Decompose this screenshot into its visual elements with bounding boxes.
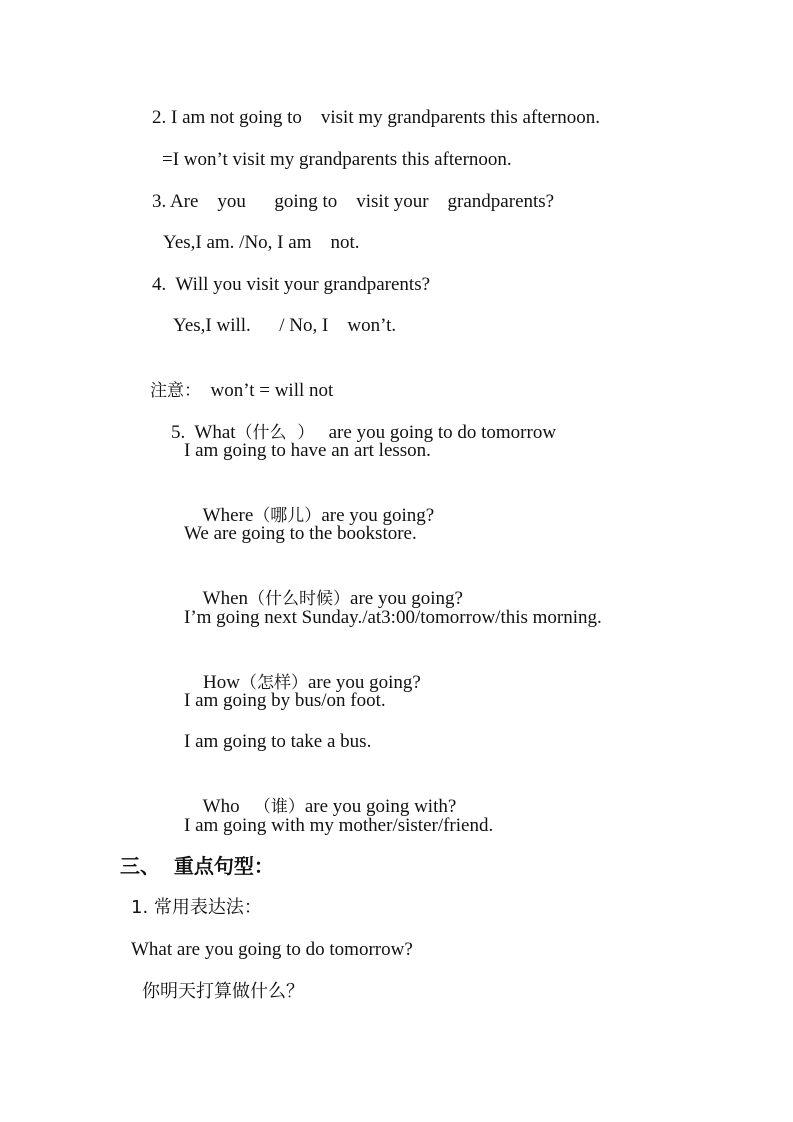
answer-take-bus: I am going to take a bus. [184, 731, 372, 752]
question-where [184, 480, 435, 526]
question-when [184, 563, 463, 609]
answer-bookstore: We are going to the bookstore. [184, 523, 417, 544]
answer-art-lesson: I am going to have an art lesson. [184, 440, 431, 461]
question-when-zh: （什么时候） [248, 589, 351, 609]
subheading-common-expressions: 1. 常用表达法： [131, 897, 262, 918]
example-english: What are you going to do tomorrow? [131, 939, 413, 960]
question-how-zh: （怎样） [239, 673, 308, 693]
note-text: won’t = will not [201, 380, 334, 401]
question-who-prefix: Who [202, 796, 254, 817]
answer-going-with: I am going with my mother/sister/friend. [184, 815, 494, 836]
question-when-prefix: When [202, 588, 249, 609]
example-chinese: 你明天打算做什么？ [142, 981, 304, 1002]
question-how-text: are you going? [307, 672, 421, 693]
question-who [184, 771, 457, 817]
answer-yes-no-am: Yes,I am. /No, I am not. [163, 232, 360, 253]
section-heading: 三、 重点句型： [120, 854, 274, 878]
question-what-zh: （什么 ） [235, 423, 315, 443]
question-where-prefix: Where [202, 505, 254, 526]
question-who-text: are you going with? [304, 796, 457, 817]
sentence-negative-going-to: 2. I am not going to visit my grandparents this afternoon. [152, 107, 601, 128]
question-when-text: are you going? [350, 588, 463, 609]
question-what-prefix: 5. What [171, 422, 236, 443]
question-what-text: are you going to do tomorrow [314, 422, 557, 443]
question-who-zh: （谁） [253, 797, 305, 817]
note-label: 注意： [150, 381, 201, 401]
note-line [131, 355, 334, 401]
answer-time: I’m going next Sunday./at3:00/tomorrow/this morning. [184, 607, 602, 628]
answer-yes-no-will: Yes,I will. / No, I won’t. [173, 315, 397, 336]
question-are-you-going-to: 3. Are you going to visit your grandparents? [152, 191, 555, 212]
question-where-zh: （哪儿） [253, 506, 322, 526]
question-where-text: are you going? [321, 505, 435, 526]
question-how-prefix: How [203, 672, 240, 693]
answer-by-bus: I am going by bus/on foot. [184, 690, 386, 711]
question-what [152, 397, 557, 443]
sentence-wont-equivalent: =I won’t visit my grandparents this afternoon. [162, 149, 512, 170]
question-how [184, 647, 421, 693]
question-will-you: 4. Will you visit your grandparents? [152, 274, 431, 295]
